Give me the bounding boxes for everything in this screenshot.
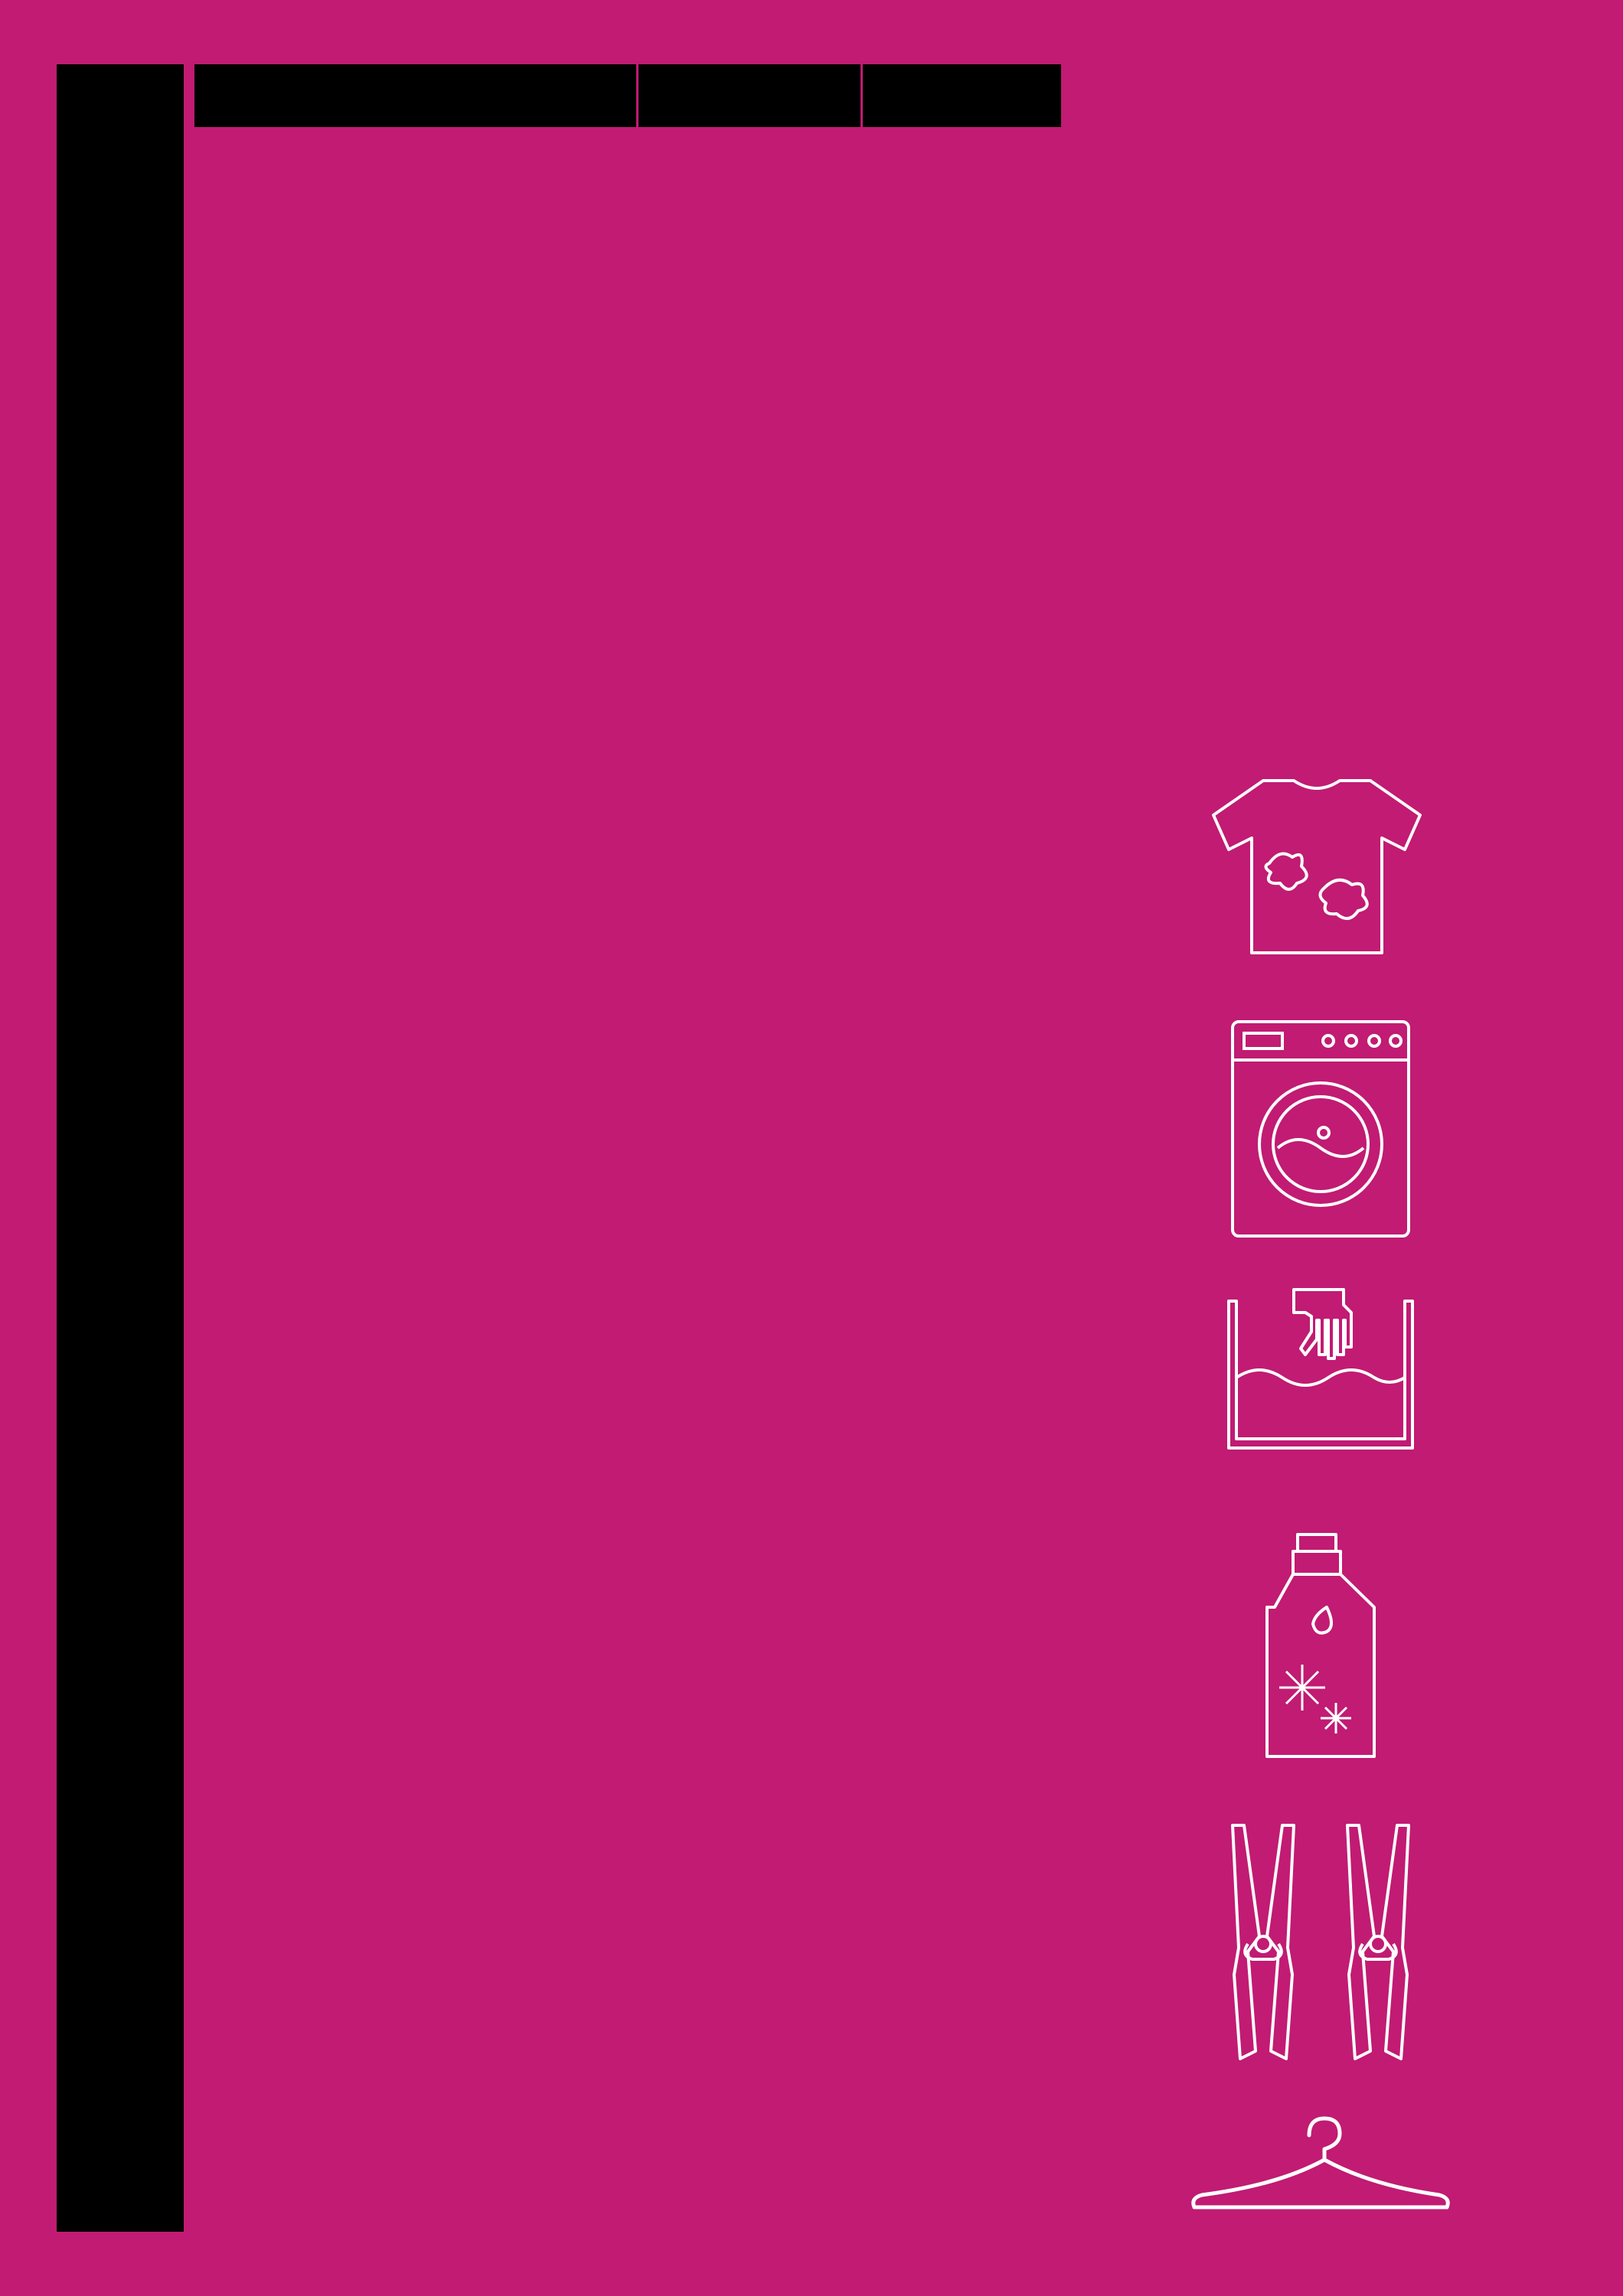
hanger-icon [1187,2112,1455,2223]
hand-wash-icon [1221,1286,1420,1457]
price-table-header [194,64,1061,127]
washing-machine-icon [1229,1018,1412,1243]
clothespins-icon [1225,1821,1416,2077]
title-band [57,64,184,2232]
detergent-bottle-icon [1259,1531,1382,1763]
column-header-iron-only [861,64,1061,127]
column-header-article [194,64,637,127]
tshirt-stain-icon [1210,773,1424,960]
price-table [194,64,1061,127]
column-header-clean-wash-iron [637,64,861,127]
